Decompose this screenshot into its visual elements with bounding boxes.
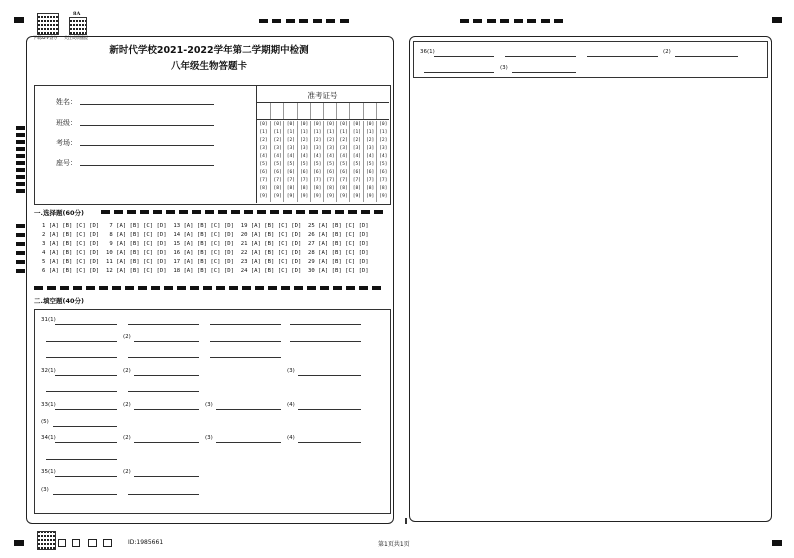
corner-mark-bottom-left: [14, 540, 24, 546]
q35-part2-label: (2): [123, 469, 131, 475]
exam-id-bubble[interactable]: [3]: [379, 146, 388, 151]
exam-id-bubble[interactable]: [0]: [313, 122, 322, 127]
exam-id-entry-cell[interactable]: [323, 103, 337, 119]
exam-id-bubble[interactable]: [1]: [339, 130, 348, 135]
exam-id-bubble[interactable]: [5]: [313, 162, 322, 167]
class-field[interactable]: [80, 125, 214, 126]
exam-id-entry-cell[interactable]: [270, 103, 284, 119]
exam-id-bubble[interactable]: [1]: [259, 130, 268, 135]
qr-caption-download: 下载APP查分: [33, 35, 58, 40]
q35-blank-4[interactable]: [128, 494, 199, 495]
q32-part1-label: 32(1): [41, 368, 56, 374]
school-title: 新时代学校2021-2022学年第二学期期中检测: [109, 45, 309, 56]
exam-id-bubble[interactable]: [6]: [339, 170, 348, 175]
exam-id-bubble[interactable]: [8]: [313, 186, 322, 191]
q31-blank-2[interactable]: [128, 324, 199, 325]
choice-row-5[interactable]: 5 [A] [B] [C] [D] 11 [A] [B] [C] [D] 17 [A] [B] [C] [D] 23 [A] [B] [C] [D] 29 [A] [B] [C] [D]: [42, 259, 369, 265]
exam-id-bubble[interactable]: [9]: [339, 194, 348, 199]
exam-id-bubble[interactable]: [9]: [326, 194, 335, 199]
exam-id-title: 准考证号: [307, 91, 338, 100]
seat-field[interactable]: [80, 165, 214, 166]
q31-part1-label: 31(1): [41, 317, 56, 323]
footer-box-3: [88, 539, 97, 547]
exam-id-bubble[interactable]: [0]: [365, 122, 375, 127]
exam-id-entry-cell[interactable]: [363, 103, 377, 119]
q31-blank-9[interactable]: [46, 357, 117, 358]
exam-id-bubble[interactable]: [4]: [286, 154, 296, 159]
exam-id-entry-cell[interactable]: [283, 103, 297, 119]
exam-id-digit-column: [310, 121, 324, 202]
q32-blank-2[interactable]: [134, 375, 199, 376]
exam-id-bubble[interactable]: [5]: [352, 162, 362, 167]
name-field[interactable]: [80, 104, 214, 105]
exam-id-bubble[interactable]: [8]: [339, 186, 348, 191]
center-dot: [405, 518, 407, 524]
exam-id-bubble[interactable]: [6]: [379, 170, 388, 175]
exam-id-digit-column: [257, 121, 270, 202]
exam-id-bubble[interactable]: [5]: [259, 162, 268, 167]
exam-id-bubble[interactable]: [8]: [352, 186, 362, 191]
q36-blank-3[interactable]: [587, 56, 658, 57]
q33-part2-label: (2): [123, 402, 131, 408]
exam-id-bubble[interactable]: [6]: [352, 170, 362, 175]
exam-id-bubble[interactable]: [2]: [352, 138, 362, 143]
q31-blank-3[interactable]: [210, 324, 281, 325]
exam-id-entry-cell[interactable]: [297, 103, 311, 119]
q36-part1-label: 36(1): [420, 49, 435, 55]
exam-id-bubble[interactable]: [0]: [352, 122, 362, 127]
q34-part4-label: (4): [287, 435, 295, 441]
exam-id-bubble[interactable]: [8]: [299, 186, 309, 191]
exam-id-bubble[interactable]: [1]: [299, 130, 309, 135]
exam-id-bubble[interactable]: [1]: [313, 130, 322, 135]
exam-id-entry-cell[interactable]: [336, 103, 350, 119]
exam-id-bubble[interactable]: [8]: [286, 186, 296, 191]
q33-part4-label: (4): [287, 402, 295, 408]
corner-mark-top-right: [772, 17, 782, 23]
choice-row-2[interactable]: 2 [A] [B] [C] [D] 8 [A] [B] [C] [D] 14 [A] [B] [C] [D] 20 [A] [B] [C] [D] 26 [A] [B] [C] [D]: [42, 232, 369, 238]
exam-id-bubble[interactable]: [6]: [259, 170, 268, 175]
exam-id-bubble[interactable]: [1]: [286, 130, 296, 135]
page-number: 第1页共1页: [378, 541, 410, 548]
name-label: 姓名：: [56, 98, 77, 106]
exam-id-bubble[interactable]: [9]: [259, 194, 268, 199]
exam-id-digit-column: [376, 121, 390, 202]
exam-id-digit-column: [297, 121, 311, 202]
exam-id-digit-column: [363, 121, 377, 202]
choice-row-3[interactable]: 3 [A] [B] [C] [D] 9 [A] [B] [C] [D] 15 [A] [B] [C] [D] 21 [A] [B] [C] [D] 27 [A] [B] [C] [D]: [42, 241, 369, 247]
exam-id-bubble[interactable]: [4]: [313, 154, 322, 159]
exam-id-bubble[interactable]: [7]: [352, 178, 362, 183]
exam-id-bubble[interactable]: [4]: [379, 154, 388, 159]
q32-part3-label: (3): [287, 368, 295, 374]
q34-part3-label: (3): [205, 435, 213, 441]
exam-id-entry-cell[interactable]: [349, 103, 363, 119]
q33-blank-1[interactable]: [55, 409, 117, 410]
exam-id-bubble[interactable]: [3]: [273, 146, 282, 151]
exam-id-bubble[interactable]: [2]: [379, 138, 388, 143]
q34-part2-label: (2): [123, 435, 131, 441]
exam-id-bubble[interactable]: [7]: [313, 178, 322, 183]
exam-id-bubble[interactable]: [8]: [259, 186, 268, 191]
exam-id-bubble[interactable]: [7]: [259, 178, 268, 183]
exam-id-bubble[interactable]: [6]: [313, 170, 322, 175]
q31-blank-8[interactable]: [290, 341, 361, 342]
exam-id-bubble[interactable]: [3]: [313, 146, 322, 151]
exam-id-bubble[interactable]: [8]: [326, 186, 335, 191]
footer-box-2: [72, 539, 80, 547]
class-label: 班级：: [56, 119, 77, 127]
exam-id-bubble[interactable]: [9]: [299, 194, 309, 199]
q36-blank-1[interactable]: [434, 56, 494, 57]
exam-id-bubble[interactable]: [0]: [339, 122, 348, 127]
q34-blank-2[interactable]: [134, 442, 199, 443]
exam-id-entry-rule: [256, 119, 389, 120]
exam-id-bubble[interactable]: [8]: [379, 186, 388, 191]
exam-id-bubble[interactable]: [4]: [259, 154, 268, 159]
exam-id-bubble[interactable]: [6]: [365, 170, 375, 175]
exam-id-bubble[interactable]: [6]: [273, 170, 282, 175]
exam-id-bubble[interactable]: [4]: [352, 154, 362, 159]
q31-blank-5[interactable]: [46, 341, 117, 342]
exam-id-bubble[interactable]: [1]: [352, 130, 362, 135]
exam-id-bubble[interactable]: [2]: [313, 138, 322, 143]
exam-id-bubble[interactable]: [5]: [365, 162, 375, 167]
qr-code-download-app: [37, 13, 59, 35]
footer-box-1: [58, 539, 66, 547]
exam-id-bubble[interactable]: [3]: [339, 146, 348, 151]
exam-id-bubble[interactable]: [2]: [299, 138, 309, 143]
exam-id-bubble[interactable]: [8]: [365, 186, 375, 191]
card-id: ID:1985661: [128, 539, 164, 546]
q34-part1-label: 34(1): [41, 435, 56, 441]
exam-id-bubble[interactable]: [3]: [259, 146, 268, 151]
seat-label: 座号：: [56, 159, 77, 167]
exam-id-entry-cell[interactable]: [257, 103, 270, 119]
exam-id-bubble[interactable]: [7]: [379, 178, 388, 183]
exam-id-bubble[interactable]: [6]: [286, 170, 296, 175]
exam-id-bubble[interactable]: [4]: [339, 154, 348, 159]
exam-id-bubble[interactable]: [5]: [299, 162, 309, 167]
q35-blank-1[interactable]: [55, 476, 117, 477]
q35-part1-label: 35(1): [41, 469, 56, 475]
q34-blank-3[interactable]: [216, 442, 281, 443]
exam-id-bubble[interactable]: [0]: [299, 122, 309, 127]
exam-id-bubble[interactable]: [1]: [326, 130, 335, 135]
exam-id-digit-column: [270, 121, 284, 202]
exam-id-bubble[interactable]: [9]: [365, 194, 375, 199]
qr-badge: 8A: [73, 11, 81, 17]
exam-id-bubble[interactable]: [9]: [313, 194, 322, 199]
exam-id-entry-cell[interactable]: [310, 103, 324, 119]
exam-id-bubble[interactable]: [2]: [365, 138, 375, 143]
exam-id-bubble[interactable]: [3]: [365, 146, 375, 151]
exam-id-bubble[interactable]: [5]: [379, 162, 388, 167]
choice-row-1[interactable]: 1 [A] [B] [C] [D] 7 [A] [B] [C] [D] 13 [A] [B] [C] [D] 19 [A] [B] [C] [D] 25 [A] [B] [C] [D]: [42, 223, 369, 229]
exam-id-bubble[interactable]: [7]: [273, 178, 282, 183]
exam-id-bubble[interactable]: [6]: [326, 170, 335, 175]
exam-id-bubble[interactable]: [2]: [273, 138, 282, 143]
corner-mark-bottom-right: [772, 540, 782, 546]
q33-part1-label: 33(1): [41, 402, 56, 408]
q33-part3-label: (3): [205, 402, 213, 408]
fill-answer-box: [34, 309, 391, 514]
exam-id-bubble[interactable]: [1]: [273, 130, 282, 135]
exam-id-bubble[interactable]: [3]: [352, 146, 362, 151]
exam-id-bubble[interactable]: [3]: [299, 146, 309, 151]
choice-row-4[interactable]: 4 [A] [B] [C] [D] 10 [A] [B] [C] [D] 16 [A] [B] [C] [D] 22 [A] [B] [C] [D] 28 [A] [B] [C] [D]: [42, 250, 369, 256]
q31-blank-4[interactable]: [290, 324, 361, 325]
q32-blank-3[interactable]: [298, 375, 361, 376]
q36-blank-4[interactable]: [675, 56, 738, 57]
exam-id-bubble[interactable]: [8]: [273, 186, 282, 191]
exam-id-bubble[interactable]: [7]: [339, 178, 348, 183]
q36-part2-label: (2): [663, 49, 671, 55]
answer-card-right-panel: [409, 36, 772, 522]
exam-id-bubble[interactable]: [4]: [273, 154, 282, 159]
q33-part5-label: (5): [41, 419, 49, 425]
exam-id-bubble[interactable]: [0]: [273, 122, 282, 127]
q35-blank-2[interactable]: [134, 476, 199, 477]
qr-code-follow: [69, 17, 87, 35]
exam-id-digit-column: [323, 121, 337, 202]
exam-id-bubble[interactable]: [2]: [339, 138, 348, 143]
exam-id-bubble[interactable]: [9]: [379, 194, 388, 199]
q33-blank-4[interactable]: [298, 409, 361, 410]
exam-room-field[interactable]: [80, 145, 214, 146]
exam-id-digit-column: [336, 121, 350, 202]
fill-section-heading: 二.填空题(40分): [34, 297, 84, 305]
qr-code-footer: [37, 531, 56, 550]
q32-blank-1[interactable]: [55, 375, 117, 376]
exam-id-bubble[interactable]: [5]: [286, 162, 296, 167]
exam-id-bubble[interactable]: [9]: [273, 194, 282, 199]
exam-id-digit-column: [283, 121, 297, 202]
q31-blank-10[interactable]: [128, 357, 199, 358]
exam-id-bubble[interactable]: [4]: [299, 154, 309, 159]
q31-blank-6[interactable]: [134, 341, 199, 342]
exam-id-entry-cell[interactable]: [376, 103, 390, 119]
choice-row-6[interactable]: 6 [A] [B] [C] [D] 12 [A] [B] [C] [D] 18 [A] [B] [C] [D] 24 [A] [B] [C] [D] 30 [A] [B] [C] [D]: [42, 268, 369, 274]
q34-blank-1[interactable]: [55, 442, 117, 443]
q36-blank-6[interactable]: [512, 72, 576, 73]
exam-id-bubble[interactable]: [2]: [326, 138, 335, 143]
exam-id-bubble[interactable]: [3]: [286, 146, 296, 151]
exam-id-bubble[interactable]: [7]: [326, 178, 335, 183]
q31-blank-7[interactable]: [210, 341, 281, 342]
exam-id-bubble[interactable]: [2]: [286, 138, 296, 143]
q32-part2-label: (2): [123, 368, 131, 374]
q33-blank-2[interactable]: [134, 409, 199, 410]
exam-id-bubble[interactable]: [1]: [365, 130, 375, 135]
exam-id-bubble[interactable]: [5]: [339, 162, 348, 167]
exam-id-bubble[interactable]: [0]: [379, 122, 388, 127]
exam-id-bubble[interactable]: [1]: [379, 130, 388, 135]
exam-id-bubble[interactable]: [7]: [286, 178, 296, 183]
exam-id-bubble[interactable]: [9]: [352, 194, 362, 199]
q35-part3-label: (3): [41, 487, 49, 493]
q35-blank-3[interactable]: [53, 494, 117, 495]
q36-part3-label: (3): [500, 65, 508, 71]
exam-id-bubble[interactable]: [0]: [286, 122, 296, 127]
q31-part2-label: (2): [123, 334, 131, 340]
q33-blank-3[interactable]: [216, 409, 281, 410]
exam-id-digit-column: [349, 121, 363, 202]
exam-id-bubble[interactable]: [3]: [326, 146, 335, 151]
footer-box-4: [103, 539, 112, 547]
exam-id-bubble[interactable]: [7]: [299, 178, 309, 183]
exam-id-bubble[interactable]: [6]: [299, 170, 309, 175]
exam-id-bubble[interactable]: [4]: [365, 154, 375, 159]
exam-id-bubble[interactable]: [2]: [259, 138, 268, 143]
q36-blank-2[interactable]: [505, 56, 576, 57]
exam-id-bubble[interactable]: [5]: [326, 162, 335, 167]
exam-id-bubble[interactable]: [4]: [326, 154, 335, 159]
subject-title: 八年级生物答题卡: [170, 61, 247, 72]
exam-room-label: 考场：: [56, 139, 77, 147]
q32-blank-5[interactable]: [128, 391, 199, 392]
exam-id-bubble[interactable]: [0]: [259, 122, 268, 127]
q33-blank-5[interactable]: [53, 426, 117, 427]
q36-blank-5[interactable]: [424, 72, 494, 73]
q31-blank-11[interactable]: [210, 357, 281, 358]
exam-id-bubble[interactable]: [5]: [273, 162, 282, 167]
corner-mark-top-left: [14, 17, 24, 23]
q32-blank-4[interactable]: [46, 391, 117, 392]
q34-blank-5[interactable]: [46, 459, 117, 460]
choice-section-heading: 一.选择题(60分): [34, 209, 84, 217]
qr-caption-follow: 关注成绩播报: [64, 35, 88, 40]
q31-blank-1[interactable]: [55, 324, 117, 325]
exam-id-bubble[interactable]: [9]: [286, 194, 296, 199]
exam-id-bubble[interactable]: [7]: [365, 178, 375, 183]
q34-blank-4[interactable]: [298, 442, 361, 443]
exam-id-bubble[interactable]: [0]: [326, 122, 335, 127]
